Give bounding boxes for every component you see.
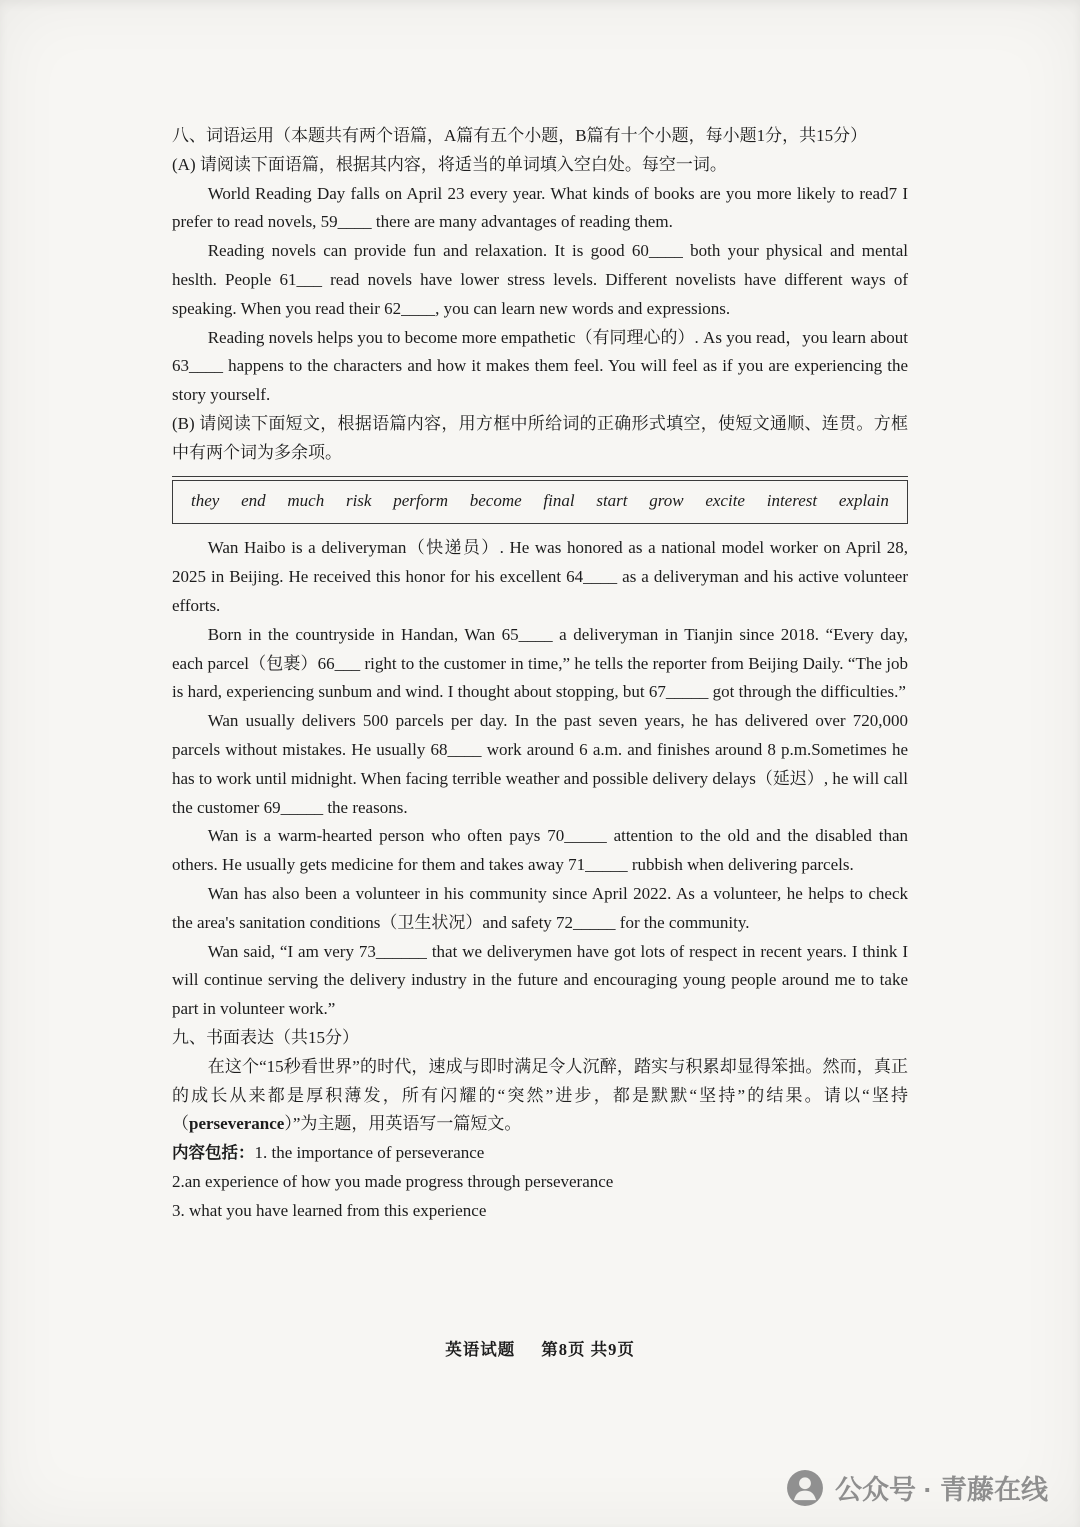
part-b-paragraph-6: Wan said, “I am very 73______ that we deliverymen have got lots of respect in recent years. I think I will continue serving the delivery industry in the future and encouraging young people around me to take part in volunteer work.” [172,941,908,1019]
word-bank-word: end [241,490,266,510]
content-points-line-1 [172,1139,908,1168]
content-points-label: 内容包括： [172,1144,255,1163]
exam-page-body [172,122,908,1225]
word-bank-top-rule [172,476,908,477]
prompt-text-start: 在这个“15秒看世界”的时代，速成与即时满足令人沉醉，踏实与积累却显得笨拙。然而，真正的成长从来都是厚积薄发，所有闪耀的“突然”进步，都是默默“坚持”的结果。请以“坚持（ [172,1056,908,1134]
part-b-paragraph-4: Wan is a warm-hearted person who often pays 70_____ attention to the old and the disabled than others. He usually gets medicine for them and takes away 71_____ rubbish when delivering parcels. [172,826,908,875]
word-bank-word: excite [705,490,745,510]
word-bank-word: explain [838,490,889,510]
word-bank-word: interest [766,490,818,510]
footer-page-number: 第8页 共9页 [541,1340,635,1359]
footer-exam-title: 英语试题 [445,1340,516,1359]
part-b-paragraph-2: Born in the countryside in Handan, Wan 65____ a deliveryman in Tianjin since 2018. “Every day, each parcel（包裹）66___ right to the customer in time,” he tells the reporter from Beijing Daily. “The job is hard, experiencing sunbum and wind. I thought about stopping, but 67_____ got through the difficulties.” [172,624,908,702]
part-b-paragraph-3: Wan usually delivers 500 parcels per day. In the past seven years, he has delivered over 720,000 parcels without mistakes. He usually 68____ work around 6 a.m. and finishes around 8 p.m.Sometimes he has to work until midnight. When facing terrible weather and possible delivery delays（延迟）, he will call the customer 69_____ the reasons. [172,711,908,817]
prompt-text-end: ）”为主题，用英语写一篇短文。 [284,1114,522,1134]
section-9-prompt [172,1053,908,1139]
watermark [786,1468,1048,1507]
part-b-instruction: (B) 请阅读下面短文，根据语篇内容，用方框中所给词的正确形式填空，使短文通顺、连贯。方框中有两个词为多余项。 [172,413,908,462]
word-bank-word: final [543,490,575,510]
page-footer [0,1336,1080,1360]
section-8-heading: 八、词语运用（本题共有两个语篇，A篇有五个小题，B篇有十个小题，每小题1分，共15分） [172,126,868,145]
content-point-3: 3. what you have learned from this experience [172,1200,487,1220]
word-bank-word: perform [393,490,448,510]
word-bank-word: become [469,490,522,510]
part-a-paragraph-3: Reading novels helps you to become more empathetic（有同理心的）. As you read，you learn about 63____ happens to the characters and how it makes them feel. You will feel as if you are experiencing the story yourself. [172,327,908,405]
word-bank-word: grow [649,490,684,510]
content-point-2: 2.an experience of how you made progress through perseverance [172,1171,614,1191]
word-bank-word: much [287,490,325,510]
section-9-heading: 九、书面表达（共15分） [172,1027,359,1047]
watermark-text: 公众号 · 青藤在线 [835,1475,1048,1505]
part-b-paragraph-1: Wan Haibo is a deliveryman（快递员）. He was honored as a national model worker on April 28, 2025 in Beijing. He received this honor for his excellent 64____ as a deliveryman and his active volunteer efforts. [172,538,908,615]
part-a-paragraph-1: World Reading Day falls on April 23 every year. What kinds of books are you more likely to read7 I prefer to read novels, 59____ there are many advantages of reading them. [172,183,908,232]
part-a-paragraph-2: Reading novels can provide fun and relaxation. It is good 60____ both your physical and mental heslth. People 61___ read novels have lower stress levels. Different novelists have different ways of speaking. When you read their 62____, you can learn new words and expressions. [172,241,908,318]
word-bank-box [172,480,908,525]
word-bank-word: start [596,490,628,510]
official-account-logo-icon [786,1469,824,1507]
content-point-1: 1. the importance of perseverance [254,1143,485,1163]
part-a-instruction: (A) 请阅读下面语篇，根据其内容，将适当的单词填入空白处。每空一词。 [172,154,727,174]
part-b-paragraph-5: Wan has also been a volunteer in his community since April 2022. As a volunteer, he helps to check the area's sanitation conditions（卫生状况）and safety 72_____ for the community. [172,883,908,932]
word-bank-word: risk [345,490,372,510]
prompt-keyword: perseverance [189,1114,285,1134]
word-bank-word: they [191,490,220,510]
